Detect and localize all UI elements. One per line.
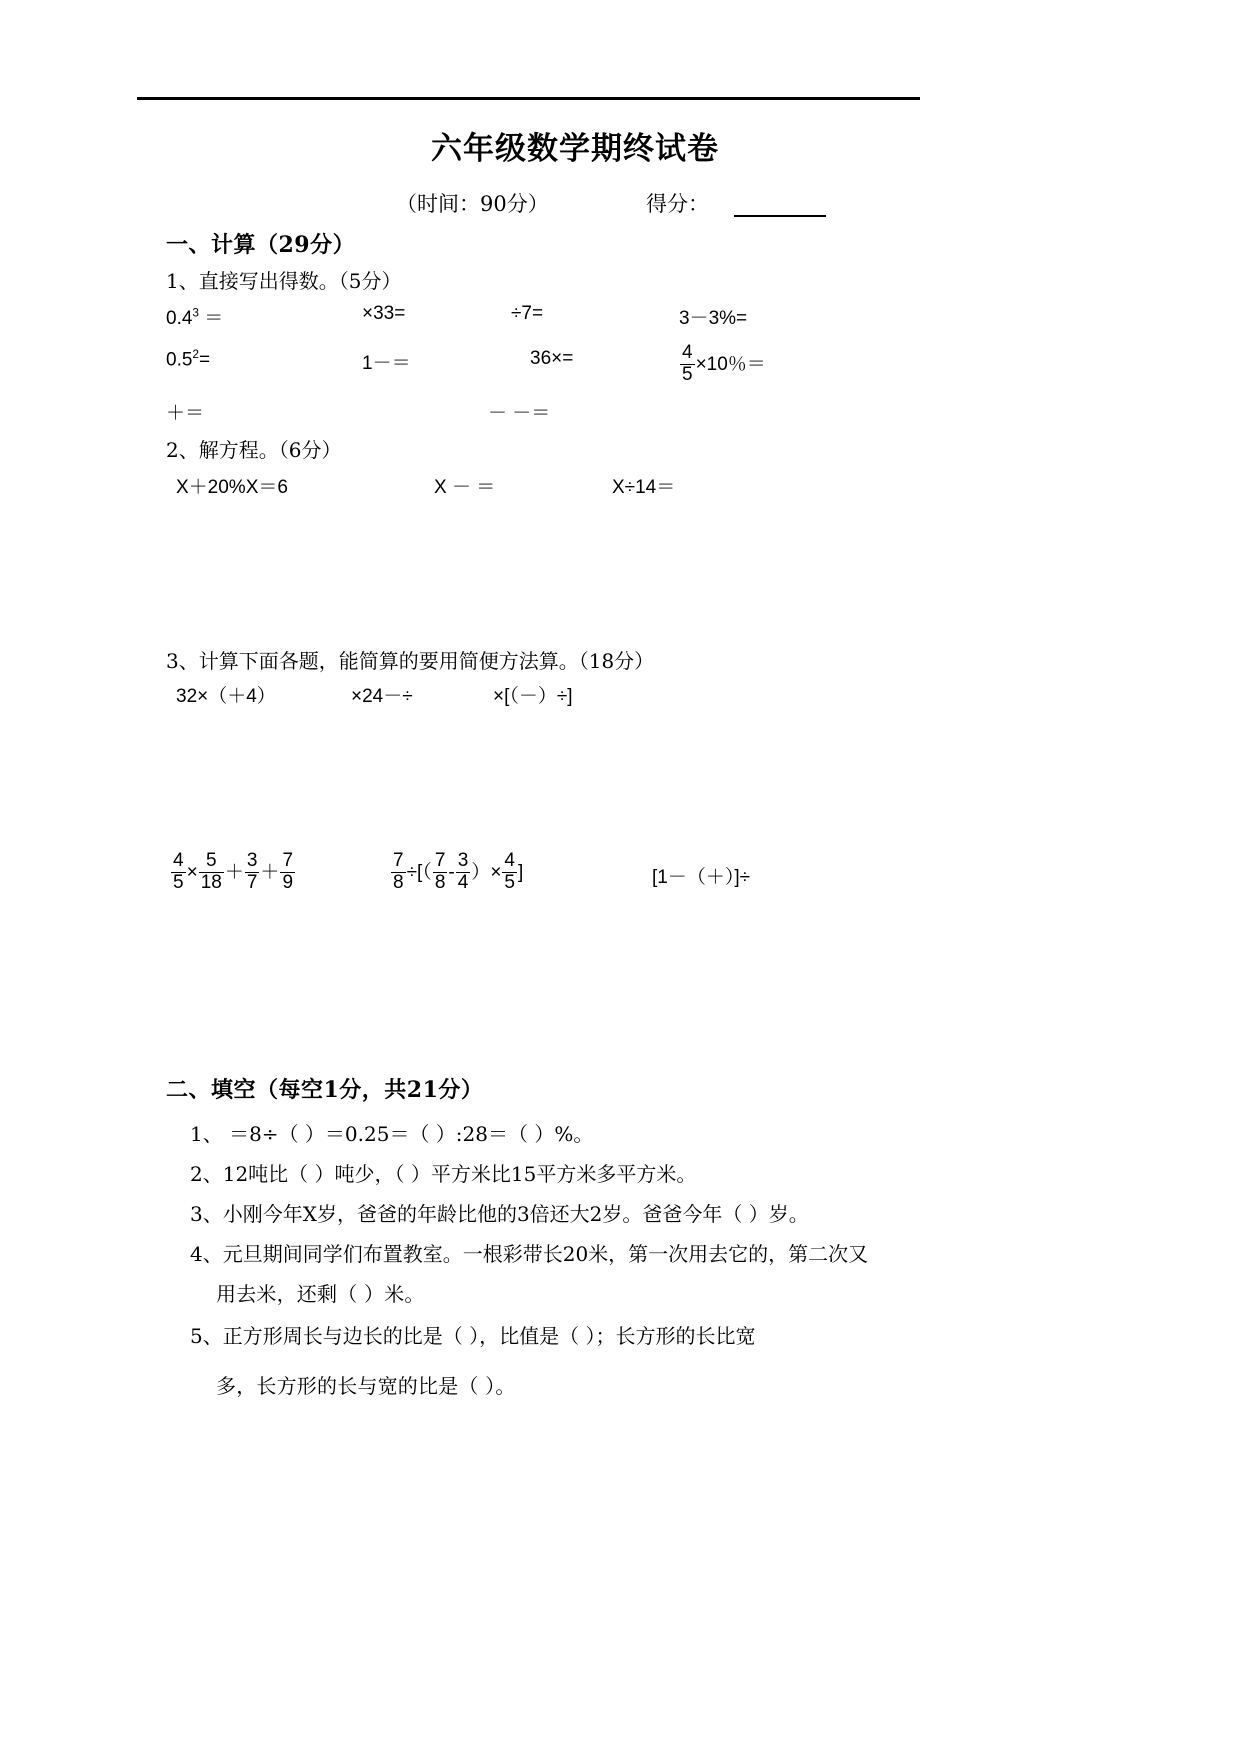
q3-expr-6: [1－（＋）]÷ xyxy=(652,867,751,888)
fill-item-3: 3、小刚今年X岁，爸爸的年龄比他的3倍还大2岁。爸爸今年（ ）岁。 xyxy=(190,1202,809,1226)
fill-item-4-line-2: 用去米，还剩（ ）米。 xyxy=(216,1282,425,1306)
time-limit-label: （时间：90分） xyxy=(396,192,549,216)
q1-r1-c1: $0.4^3$ ＝ xyxy=(166,306,224,329)
fill-item-5-line-1: 5、正方形周长与边长的比是（ ），比值是（ ）；长方形的长比宽 xyxy=(190,1324,756,1348)
question-1-heading: 1、直接写出得数。（5分） xyxy=(166,269,402,293)
fraction-5-18: $\frac{5}{18}$ xyxy=(200,850,222,893)
fill-item-1: 1、 ＝8÷（ ）＝0.25＝（ ）:28＝（ ）%。 xyxy=(190,1122,594,1146)
q3-expr-5: $\frac{7}{8}$ ÷[（ $\frac{7}{8}$ - $\frac{3}{4}$ ）× $\frac{4}{5}$ ] xyxy=(393,850,524,893)
fraction-4-5: $\frac{4}{5}$ xyxy=(173,850,184,893)
q2-equation-1: X＋20%X＝6 xyxy=(176,477,288,498)
q2-equation-3: X÷14＝ xyxy=(612,477,676,498)
q3-expr-1: 32×（＋4） xyxy=(176,686,276,707)
question-2-heading: 2、解方程。（6分） xyxy=(166,438,342,462)
fill-item-4-line-1: 4、元旦期间同学们布置教室。一根彩带长20米，第一次用去它的，第二次又 xyxy=(190,1242,869,1266)
page-title: 六年级数学期终试卷 xyxy=(431,131,719,167)
q3-expr-2: ×24－÷ xyxy=(351,686,413,707)
q1-r1-c3: ÷7= xyxy=(511,303,544,324)
fraction-four-fifths: $\frac{4}{5}$ xyxy=(682,342,693,385)
q1-r2-c4: $\frac{4}{5}$ ×10％＝ xyxy=(682,342,766,385)
q3-expr-3: ×[（－）÷] xyxy=(493,686,573,707)
question-3-heading: 3、计算下面各题，能简算的要用简便方法算。（18分） xyxy=(166,649,655,673)
q1-r3-c1: ＋＝ xyxy=(166,403,205,424)
q1-r2-c2: 1－＝ xyxy=(362,353,411,374)
fraction-7-8-inner: $\frac{7}{8}$ xyxy=(434,850,446,893)
q1-r2-c1: $0.5^2=$ xyxy=(166,348,211,371)
header-rule xyxy=(137,97,920,100)
score-blank-line[interactable] xyxy=(734,215,826,217)
section-one-heading: 一、计算（29分） xyxy=(166,232,356,258)
exam-meta-row xyxy=(0,188,1150,218)
q1-r1-c2: ×33= xyxy=(362,303,406,324)
q1-r1-c4: 3－3%= xyxy=(679,308,748,329)
section-two-heading: 二、填空（每空1分，共21分） xyxy=(166,1077,484,1103)
q1-r2-c3: 36×= xyxy=(530,348,574,369)
fraction-7-9: $\frac{7}{9}$ xyxy=(282,850,294,893)
fill-item-2: 2、12吨比（ ）吨少，（ ）平方米比15平方米多平方米。 xyxy=(190,1162,697,1186)
q3-expr-4: $\frac{4}{5}$ × $\frac{5}{18}$ ＋ $\frac{3}{7}$ ＋ $\frac{7}{9}$ xyxy=(173,850,294,893)
fraction-7-8-left: $\frac{7}{8}$ xyxy=(393,850,404,893)
q2-equation-2: X － ＝ xyxy=(434,477,496,498)
score-label: 得分： xyxy=(646,192,709,216)
fraction-4-5-tail: $\frac{4}{5}$ xyxy=(504,850,515,893)
fill-item-5-line-2: 多，长方形的长与宽的比是（ ）。 xyxy=(216,1374,516,1398)
q1-r3-c2: － －＝ xyxy=(488,403,551,424)
fraction-3-4: $\frac{3}{4}$ xyxy=(457,850,469,893)
fraction-3-7: $\frac{3}{7}$ xyxy=(246,850,258,893)
